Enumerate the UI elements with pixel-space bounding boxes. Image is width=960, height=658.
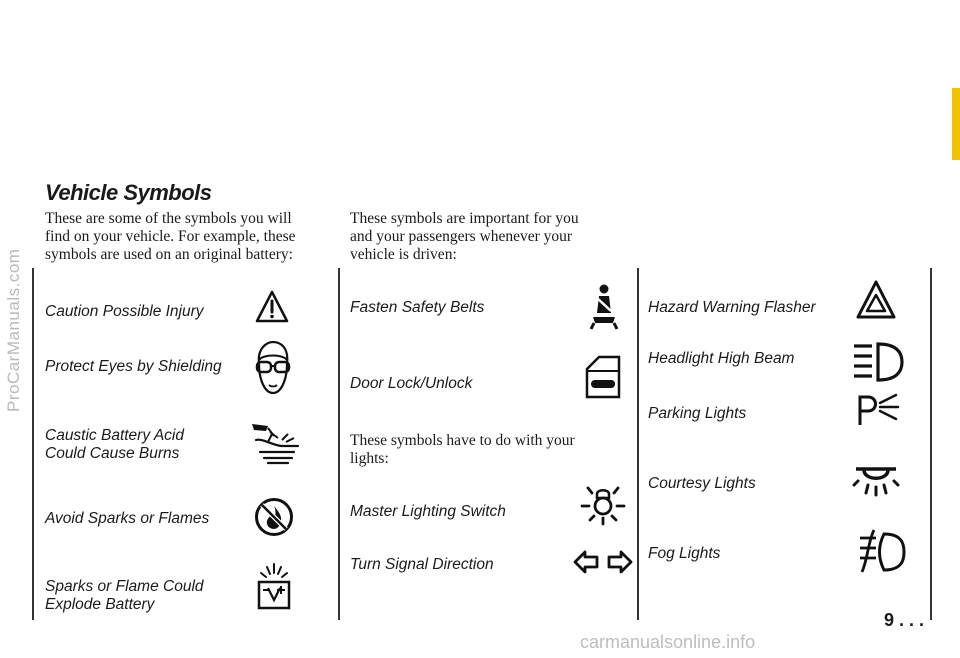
seatbelt-icon: [585, 283, 621, 331]
label-caustic-acid: Caustic Battery Acid Could Cause Burns: [45, 427, 184, 462]
right-divider-line: [637, 268, 639, 620]
turn-signal-icon: [573, 548, 633, 576]
courtesy-lights-icon: [852, 465, 900, 497]
section-tab: [952, 88, 960, 160]
page-number: 9 . . .: [884, 610, 925, 630]
middle-divider-line: [338, 268, 340, 620]
label-master-lighting: Master Lighting Switch: [350, 503, 506, 520]
label-caution-possible-injury: Caution Possible Injury: [45, 303, 204, 320]
intro-middle: These symbols are important for you and your passengers whenever your vehicle is driven:: [350, 210, 579, 263]
watermark-left: ProCarManuals.com: [4, 248, 23, 412]
battery-spark-icon: [256, 562, 292, 612]
acid-hand-icon: [248, 420, 302, 466]
label-high-beam: Headlight High Beam: [648, 350, 795, 367]
watermark-bottom: carmanualsonline.info: [580, 632, 756, 652]
face-goggles-icon: [253, 340, 293, 396]
label-door-lock: Door Lock/Unlock: [350, 375, 473, 392]
label-hazard-flasher: Hazard Warning Flasher: [648, 299, 816, 316]
label-turn-signal: Turn Signal Direction: [350, 556, 494, 573]
intro-left: These are some of the symbols you will find on your vehicle. For example, these symbols are used on an original battery:: [45, 210, 296, 263]
label-protect-eyes: Protect Eyes by Shielding: [45, 358, 222, 375]
master-lighting-icon: [580, 478, 626, 524]
fog-lights-icon: [856, 528, 906, 574]
label-avoid-sparks: Avoid Sparks or Flames: [45, 510, 210, 527]
warning-triangle-icon: [255, 290, 289, 324]
label-parking-lights: Parking Lights: [648, 405, 747, 422]
right-margin-line: [930, 268, 932, 620]
label-fasten-safety-belts: Fasten Safety Belts: [350, 299, 485, 316]
high-beam-icon: [852, 340, 904, 384]
hazard-triangle-icon: [856, 280, 896, 320]
label-courtesy-lights: Courtesy Lights: [648, 475, 756, 492]
no-flame-icon: [254, 497, 294, 537]
parking-lights-icon: [856, 393, 900, 427]
label-sparks-explode: Sparks or Flame Could Explode Battery: [45, 578, 204, 613]
lights-intro: These symbols have to do with your lights:: [350, 432, 575, 467]
door-lock-icon: [585, 355, 621, 399]
page-title: Vehicle Symbols: [45, 180, 212, 205]
left-margin-line: [32, 268, 34, 620]
label-fog-lights: Fog Lights: [648, 545, 721, 562]
